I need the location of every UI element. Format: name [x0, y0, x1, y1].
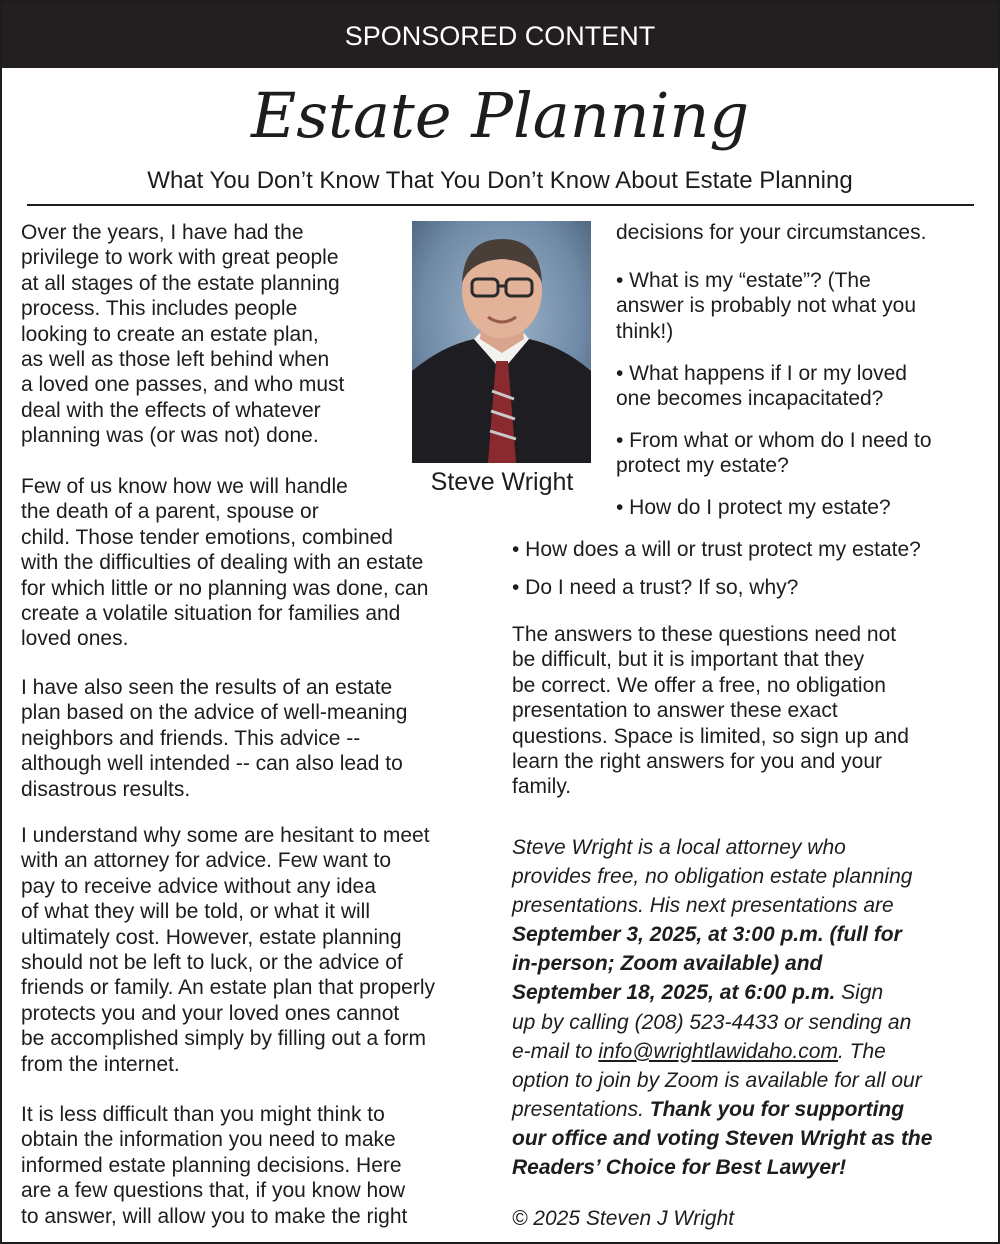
attorney-bio: [512, 833, 932, 1182]
intro-paragraph: Over the years, I have had the privilege to work with great people at all stages of the estate planning process. This includes people looking to create an estate plan, as well as those left behind when a loved one passes, and who must deal with the effects of whatever planning was (or was not) done.: [21, 221, 345, 448]
ad-title: Estate Planning: [250, 79, 750, 152]
presentation-dates: September 3, 2025, at 3:00 p.m. (full for in-person; Zoom available) and September 18, 2025, at 6:00 p.m.: [512, 923, 902, 1005]
bio-zoom: . The option to join by Zoom is available for all our presentations.: [512, 1039, 922, 1121]
questions-intro-paragraph: It is less difficult than you might think to obtain the information you need to make informed estate planning decisions. Here are a few questions that, if you know how to answer, will allow you to make the right: [21, 1103, 408, 1228]
answers-paragraph: The answers to these questions need not be difficult, but it is important that they be correct. We offer a free, no obligation presentation to answer these exact questions. Space is limited, so sign up and learn the right answers for you and your family.: [512, 623, 909, 799]
ad-subtitle: What You Don’t Know That You Don’t Know About Estate Planning: [147, 167, 853, 194]
question-protect-from: • From what or whom do I need to protect my estate?: [616, 429, 932, 478]
photo-caption: Steve Wright: [430, 468, 574, 496]
thanks-message: Thank you for supporting our office and voting Steven Wright as the Readers’ Choice for Best Lawyer!: [512, 1097, 933, 1180]
copyright: © 2025 Steven J Wright: [512, 1207, 735, 1230]
email-link[interactable]: info@wrightlawidaho.com: [598, 1039, 838, 1063]
bio-signup: Sign up by calling (208) 523-4433 or sending an e-mail to: [512, 981, 912, 1063]
bio-intro: Steve Wright is a local attorney who provides free, no obligation estate planning presentations. His next presentations are: [512, 836, 913, 918]
question-incapacitated: • What happens if I or my loved one becomes incapacitated?: [616, 362, 907, 411]
attorney-portrait: [412, 221, 591, 463]
sponsored-content-banner: SPONSORED CONTENT: [2, 2, 998, 68]
question-how-protect: • How do I protect my estate?: [616, 496, 891, 519]
question-will-trust: • How does a will or trust protect my estate?: [512, 538, 921, 561]
question-estate: • What is my “estate”? (The answer is probably not what you think!): [616, 269, 916, 343]
question-need-trust: • Do I need a trust? If so, why?: [512, 576, 799, 599]
hesitant-paragraph: I understand why some are hesitant to meet with an attorney for advice. Few want to pay to receive advice without any idea of what they will be told, or what it will ultimately cost. However, estate planning should not be left to luck, or the advice of friends or family. An estate plan that properly protects you and your loved ones cannot be accomplished simply by filling out a form from the internet.: [21, 824, 435, 1076]
emotions-paragraph: Few of us know how we will handle the death of a parent, spouse or child. Those tender emotions, combined with the difficulties of dealing with an estate for which little or no planning was done, can create a volatile situation for families and loved ones.: [21, 475, 429, 651]
advice-paragraph: I have also seen the results of an estate plan based on the advice of well-meaning neighbors and friends. This advice -- although well intended -- can also lead to disastrous results.: [21, 676, 408, 801]
continuation-text: decisions for your circumstances.: [616, 221, 927, 244]
title-divider: [27, 204, 974, 206]
